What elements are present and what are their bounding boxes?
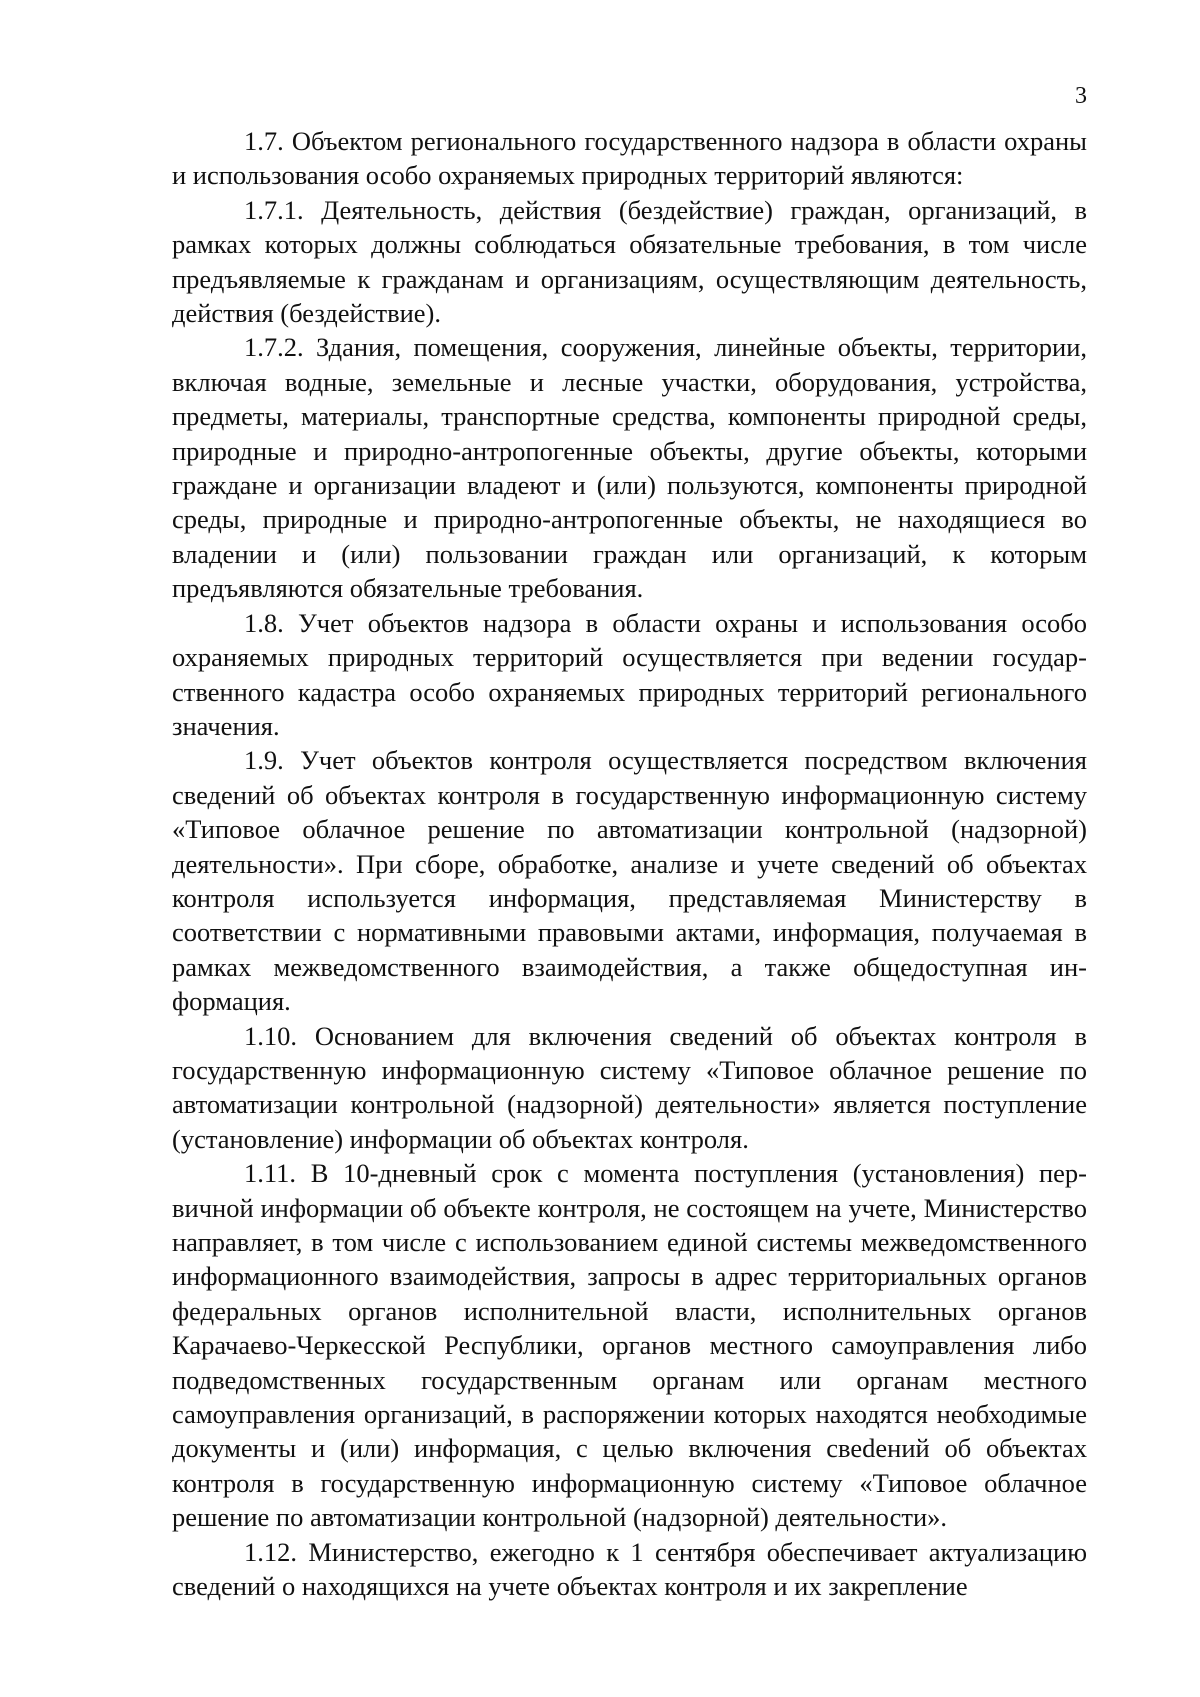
paragraph-1-12: 1.12. Министерство, ежегодно к 1 сентября обеспечивает актуализацию сведений о находящихся на учете объектах контроля и их закрепление	[172, 1536, 1087, 1602]
paragraph-1-7-2: 1.7.2. Здания, помещения, сооружения, линейные объекты, территории, включая водные, земельные и лесные участки, оборудования, устройства, предметы, материалы, транспортные средства, компоненты природной среды, природные и природно-антропогенные объекты, другие объекты, которыми граждане и организации владеют и (или) пользуются, компоненты природной среды, природные и природно-антропогенные объекты, не находящиеся во владении и (или) пользовании граждан или организаций, к которым предъявляются обязательные требования.	[172, 332, 1087, 604]
paragraph-1-8: 1.8. Учет объектов надзора в области охраны и использования особо охраняемых природных территорий осуществляется при ведении государственного кадастра особо охраняемых природных территорий регионального значения.	[172, 607, 1087, 741]
paragraph-1-11: 1.11. В 10-дневный срок с момента поступления (установления) первичной информации об объекте контроля, не состоящем на учете, Министерство направляет, в том числе с использованием единой системы межведомственного информационного взаимодействия, запросы в адрес территориальных органов федеральных органов исполнительной власти, исполнительных органов Карачаево-Черкесской Республики, органов местного самоуправления либо подведомственных государственным органам или органам местного самоуправления организаций, в распоряжении которых находятся необходимые документы и (или) информация, с целью включения свеdений об объектах контроля в государственную информационную систему «Типовое облачное решение по автоматизации контрольной (надзорной) деятельности».	[172, 1158, 1087, 1533]
page-number: 3	[1075, 83, 1087, 109]
paragraph-1-10: 1.10. Основанием для включения сведений об объектах контроля в государственную информационную систему «Типовое облачное решение по автоматизации контрольной (надзорной) деятельности» является поступление (установление) информации об объектах контроля.	[172, 1020, 1087, 1154]
paragraph-1-7-1: 1.7.1. Деятельность, действия (бездействие) граждан, организаций, в рамках которых должны соблюдаться обязательные требования, в том числе предъявляемые к гражданам и организациям, осуществляющим деятельность, действия (бездействие).	[172, 194, 1087, 329]
paragraph-1-9: 1.9. Учет объектов контроля осуществляется посредством включения сведений об объектах контроля в государственную информационную систему «Типовое облачное решение по автоматизации контрольной (надзорной) деятельности». При сборе, обработке, анализе и учете сведений об объектах контроля используется информация, представляемая Министерству в соответствии с нормативными правовыми актами, информация, получаемая в рамках межведомственного взаимодействия, а также общедоступная информация.	[172, 745, 1087, 1017]
paragraph-1-7: 1.7. Объектом регионального государственного надзора в области охраны и использования особо охраняемых природных территорий являются:	[172, 126, 1087, 191]
document-body	[172, 124, 1087, 1603]
